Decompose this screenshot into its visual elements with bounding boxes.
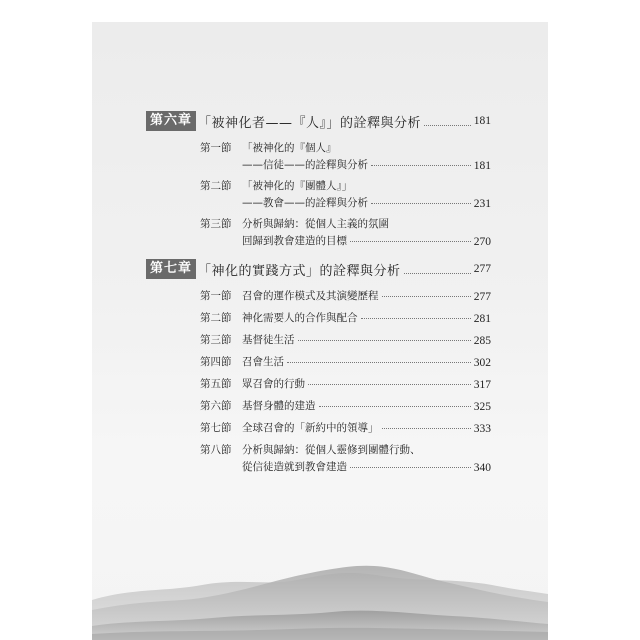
chapter-seven-heading — [146, 258, 491, 280]
section-number: 第六節 — [200, 400, 232, 412]
section-title: 基督徒生活 — [242, 334, 295, 346]
page-number: 270 — [473, 236, 491, 248]
toc-entry-7-1 — [200, 286, 491, 303]
page-number: 277 — [473, 263, 491, 275]
chapter-title: 「神化的實踐方式」的詮釋與分析 — [198, 263, 401, 279]
section-number: 第五節 — [200, 378, 232, 390]
dot-leader — [371, 203, 471, 204]
section-number: 第三節 — [200, 334, 232, 346]
toc-entry-6-3 — [200, 214, 491, 248]
dot-leader — [287, 362, 471, 363]
dot-leader — [382, 296, 471, 297]
section-number: 第七節 — [200, 422, 232, 434]
section-title-line1: 「被神化的『個人』 — [242, 142, 337, 154]
page-number: 181 — [473, 115, 491, 127]
toc-entry-7-4 — [200, 352, 491, 369]
dot-leader — [350, 467, 471, 468]
section-title: 召會的運作模式及其演變歷程 — [242, 290, 379, 302]
section-title-line1: 「被神化的『團體人』」 — [242, 180, 353, 192]
ink-wash-mountains-illustration — [92, 530, 548, 640]
section-title: 基督身體的建造 — [242, 400, 316, 412]
section-number: 第二節 — [200, 312, 232, 324]
page-number: 285 — [473, 335, 491, 347]
section-title-line2: ——教會——的詮釋與分析 — [242, 197, 368, 209]
section-title-line1: 分析與歸納：從個人靈修到團體行動、 — [242, 444, 421, 456]
toc-entry-7-2 — [200, 308, 491, 325]
section-title: 全球召會的「新約中的領導」 — [242, 422, 379, 434]
dot-leader — [371, 165, 471, 166]
dot-leader — [319, 406, 471, 407]
section-number: 第二節 — [200, 180, 232, 192]
toc-entry-7-8 — [200, 440, 491, 474]
dot-leader — [350, 241, 471, 242]
toc-entry-7-5 — [200, 374, 491, 391]
section-title-line1: 分析與歸納：從個人主義的氛圍 — [242, 218, 389, 230]
chapter-six-heading — [146, 110, 491, 132]
page-number: 317 — [473, 379, 491, 391]
page-number: 333 — [473, 423, 491, 435]
section-number: 第四節 — [200, 356, 232, 368]
dot-leader — [298, 340, 471, 341]
book-page — [92, 22, 548, 640]
dot-leader — [404, 273, 471, 274]
page-number: 181 — [473, 160, 491, 172]
toc-entry-6-2 — [200, 176, 491, 210]
toc-entry-7-6 — [200, 396, 491, 413]
section-title-line2: ——信徒——的詮釋與分析 — [242, 159, 368, 171]
toc-entry-7-7 — [200, 418, 491, 435]
dot-leader — [424, 125, 471, 126]
page-number: 277 — [473, 291, 491, 303]
chapter-label: 第七章 — [146, 259, 196, 279]
section-title-line2: 從信徒造就到教會建造 — [242, 461, 347, 473]
page-number: 231 — [473, 198, 491, 210]
page-number: 302 — [473, 357, 491, 369]
chapter-label: 第六章 — [146, 111, 196, 131]
chapter-title: 「被神化者——『人』」的詮釋與分析 — [198, 115, 422, 131]
section-number: 第一節 — [200, 290, 232, 302]
section-number: 第三節 — [200, 218, 232, 230]
section-title-line2: 回歸到教會建造的目標 — [242, 235, 347, 247]
section-title: 眾召會的行動 — [242, 378, 305, 390]
page-number: 340 — [473, 462, 491, 474]
toc-entry-6-1 — [200, 138, 491, 172]
page-number: 325 — [473, 401, 491, 413]
section-number: 第八節 — [200, 444, 232, 456]
dot-leader — [308, 384, 471, 385]
section-title: 召會生活 — [242, 356, 284, 368]
page-number: 281 — [473, 313, 491, 325]
toc-entry-7-3 — [200, 330, 491, 347]
dot-leader — [361, 318, 471, 319]
dot-leader — [382, 428, 471, 429]
section-title: 神化需要人的合作與配合 — [242, 312, 358, 324]
section-number: 第一節 — [200, 142, 232, 154]
